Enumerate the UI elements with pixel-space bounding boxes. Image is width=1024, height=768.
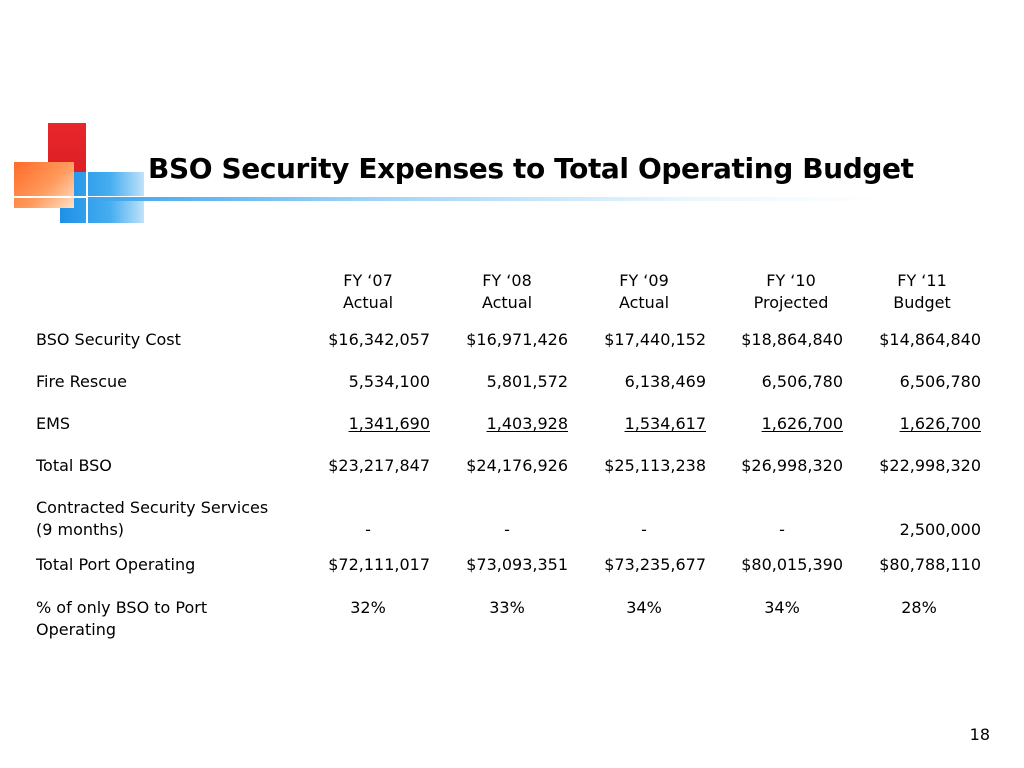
- column-header-line1: FY ‘10: [766, 271, 816, 290]
- table-cell: $17,440,152: [604, 330, 706, 349]
- table-cell-underlined: [438, 413, 568, 435]
- column-header-line2: Actual: [618, 293, 670, 312]
- page-number: 18: [969, 725, 990, 744]
- table-cell: $80,015,390: [741, 555, 843, 574]
- row-label-ems: EMS: [36, 414, 71, 433]
- column-header-fy09: [589, 270, 699, 314]
- row-label-bso-percent: [36, 597, 207, 641]
- row-label-fire-rescue: Fire Rescue: [36, 372, 127, 391]
- underlined-value: 1,341,690: [348, 414, 430, 433]
- table-cell: $16,971,426: [466, 330, 568, 349]
- table-cell: -: [641, 520, 647, 539]
- column-header-line2: Budget: [893, 293, 951, 312]
- column-header-fy10: [736, 270, 846, 314]
- row-label-line1: Contracted Security Services: [36, 498, 269, 517]
- table-cell: -: [365, 520, 371, 539]
- title-underline: [88, 197, 888, 201]
- table-cell: 6,506,780: [899, 372, 981, 391]
- row-label-total-port-operating: Total Port Operating: [36, 555, 196, 574]
- table-cell: $80,788,110: [879, 555, 981, 574]
- table-cell: $18,864,840: [741, 330, 843, 349]
- table-cell: $72,111,017: [328, 555, 430, 574]
- table-cell-underlined: [713, 413, 843, 435]
- column-header-line1: FY ‘08: [482, 271, 532, 290]
- underlined-value: 1,534,617: [624, 414, 706, 433]
- table-cell: $73,235,677: [604, 555, 706, 574]
- table-cell: -: [779, 520, 785, 539]
- row-label-line1: % of only BSO to Port: [36, 598, 208, 617]
- table-cell: $22,998,320: [879, 456, 981, 475]
- table-cell: $24,176,926: [466, 456, 568, 475]
- column-header-line2: Actual: [481, 293, 533, 312]
- column-header-line1: FY ‘07: [343, 271, 393, 290]
- column-header-fy08: [452, 270, 562, 314]
- column-header-fy11: [867, 270, 977, 314]
- table-cell: 34%: [764, 598, 800, 617]
- table-cell: 33%: [489, 598, 525, 617]
- table-cell: 32%: [350, 598, 386, 617]
- row-label-total-bso: Total BSO: [36, 456, 112, 475]
- table-cell: $25,113,238: [604, 456, 706, 475]
- table-cell: 6,506,780: [761, 372, 843, 391]
- underlined-value: 1,626,700: [899, 414, 981, 433]
- table-cell: 34%: [626, 598, 662, 617]
- table-cell: 2,500,000: [899, 520, 981, 539]
- column-header-fy07: [313, 270, 423, 314]
- underlined-value: 1,403,928: [486, 414, 568, 433]
- table-cell: $16,342,057: [328, 330, 430, 349]
- slide-title: BSO Security Expenses to Total Operating Budget: [148, 152, 914, 185]
- table-cell: $14,864,840: [879, 330, 981, 349]
- decorative-vertical-line: [86, 108, 88, 228]
- row-label-bso-security-cost: BSO Security Cost: [36, 330, 181, 349]
- table-cell: 6,138,469: [624, 372, 706, 391]
- column-header-line2: Actual: [342, 293, 394, 312]
- column-header-line1: FY ‘11: [897, 271, 947, 290]
- table-cell-underlined: [576, 413, 706, 435]
- underlined-value: 1,626,700: [761, 414, 843, 433]
- table-cell: 5,534,100: [348, 372, 430, 391]
- table-cell: $73,093,351: [466, 555, 568, 574]
- row-label-line2: (9 months): [36, 520, 125, 539]
- decorative-orange-square: [14, 162, 74, 208]
- table-cell-underlined: [851, 413, 981, 435]
- table-cell: 28%: [901, 598, 937, 617]
- row-label-line2: Operating: [36, 620, 116, 639]
- table-cell: $26,998,320: [741, 456, 843, 475]
- row-label-contracted-security: [36, 497, 268, 541]
- table-cell: $23,217,847: [328, 456, 430, 475]
- table-cell: 5,801,572: [486, 372, 568, 391]
- column-header-line1: FY ‘09: [619, 271, 669, 290]
- table-cell: -: [504, 520, 510, 539]
- column-header-line2: Projected: [753, 293, 829, 312]
- table-cell-underlined: [300, 413, 430, 435]
